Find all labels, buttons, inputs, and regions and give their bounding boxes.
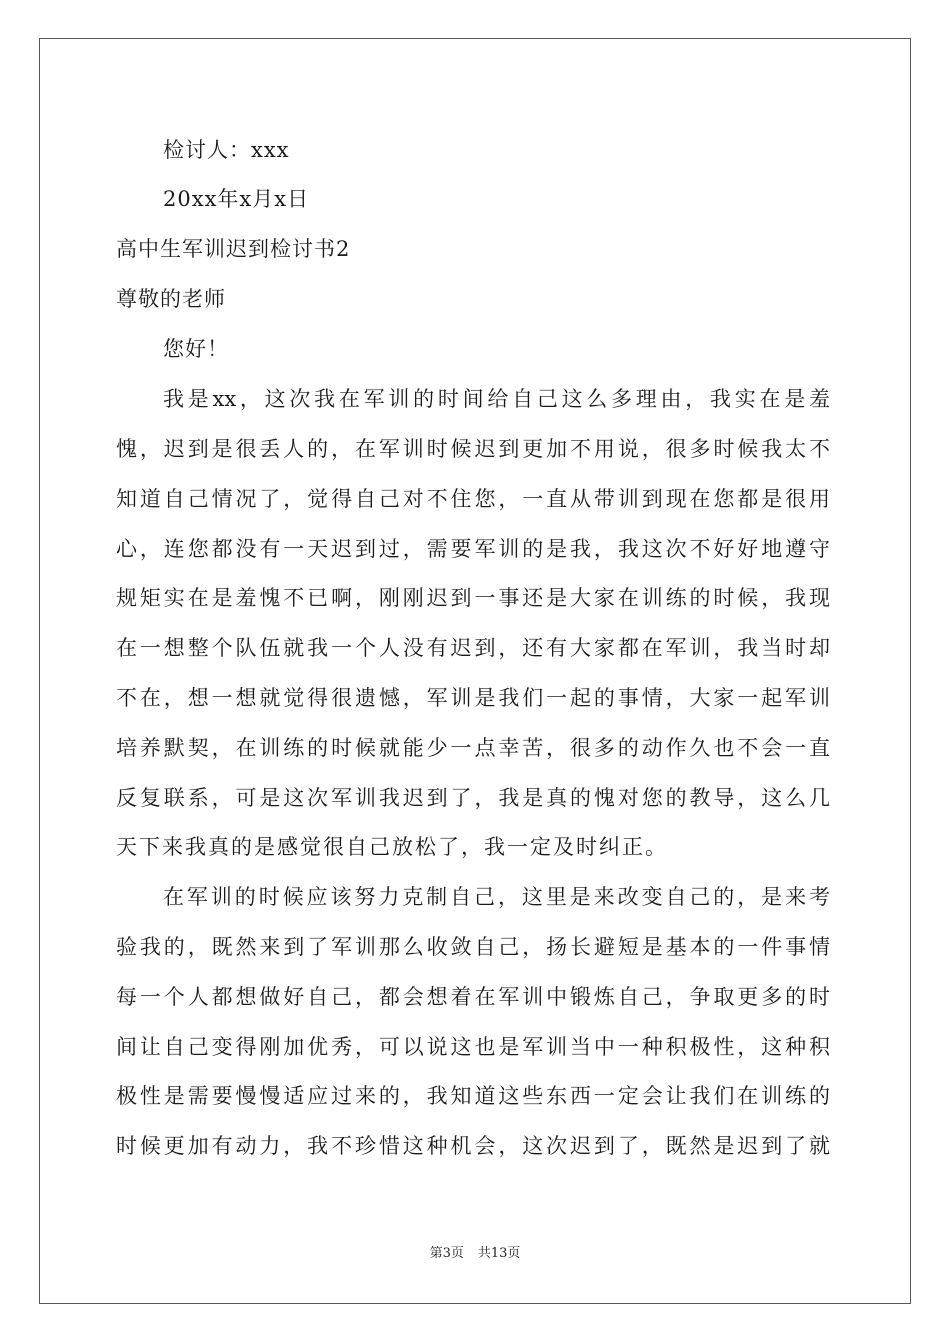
salutation: 尊敬的老师	[116, 287, 226, 311]
paragraph-1-line-4: 心，连您都没有一天迟到过，需要军训的是我，我这次不好好地遵守	[116, 537, 830, 561]
paragraph-2-line-1: 在军训的时候应该努力克制自己，这里是来改变自己的，是来考	[163, 885, 830, 909]
paragraph-1-line-1: 我是xx，这次我在军训的时间给自己这么多理由，我实在是羞	[163, 387, 830, 411]
paragraph-2-line-4: 间让自己变得刚加优秀，可以说这也是军训当中一种积极性，这种积	[116, 1035, 830, 1059]
paragraph-1-line-10: 天下来我真的是感觉很自己放松了，我一定及时纠正。	[116, 835, 668, 859]
date-line: 20xx年x月x日	[163, 187, 310, 211]
paragraph-1-line-5: 规矩实在是羞愧不已啊，刚刚迟到一事还是大家在训练的时候，我现	[116, 586, 830, 610]
total-pages: 共13页	[477, 1246, 521, 1261]
greeting: 您好！	[163, 337, 229, 361]
paragraph-2-line-3: 每一个人都想做好自己，都会想着在军训中锻炼自己，争取更多的时	[116, 985, 830, 1009]
paragraph-1-line-3: 知道自己情况了，觉得自己对不住您，一直从带训到现在您都是很用	[116, 487, 830, 511]
paragraph-1-line-6: 在一想整个队伍就我一个人没有迟到，还有大家都在军训，我当时却	[116, 636, 830, 660]
paragraph-1-line-2: 愧，迟到是很丢人的，在军训时候迟到更加不用说，很多时候我太不	[116, 437, 830, 461]
page-footer	[0, 1245, 950, 1263]
paragraph-1-line-8: 培养默契，在训练的时候就能少一点幸苦，很多的动作久也不会一直	[116, 736, 830, 760]
paragraph-2-line-2: 验我的，既然来到了军训那么收敛自己，扬长避短是基本的一件事情	[116, 935, 830, 959]
page-border	[39, 38, 911, 1304]
paragraph-2-line-6: 时候更加有动力，我不珍惜这种机会，这次迟到了，既然是迟到了就	[116, 1134, 830, 1158]
document-title: 高中生军训迟到检讨书2	[116, 237, 351, 261]
paragraph-1-line-7: 不在，想一想就觉得很遗憾，军训是我们一起的事情，大家一起军训	[116, 686, 830, 710]
paragraph-1-line-9: 反复联系，可是这次军训我迟到了，我是真的愧对您的教导，这么几	[116, 786, 830, 810]
paragraph-2-line-5: 极性是需要慢慢适应过来的，我知道这些东西一定会让我们在训练的	[116, 1084, 830, 1108]
signature-line: 检讨人：xxx	[163, 138, 290, 162]
page-number: 第3页	[429, 1246, 464, 1261]
